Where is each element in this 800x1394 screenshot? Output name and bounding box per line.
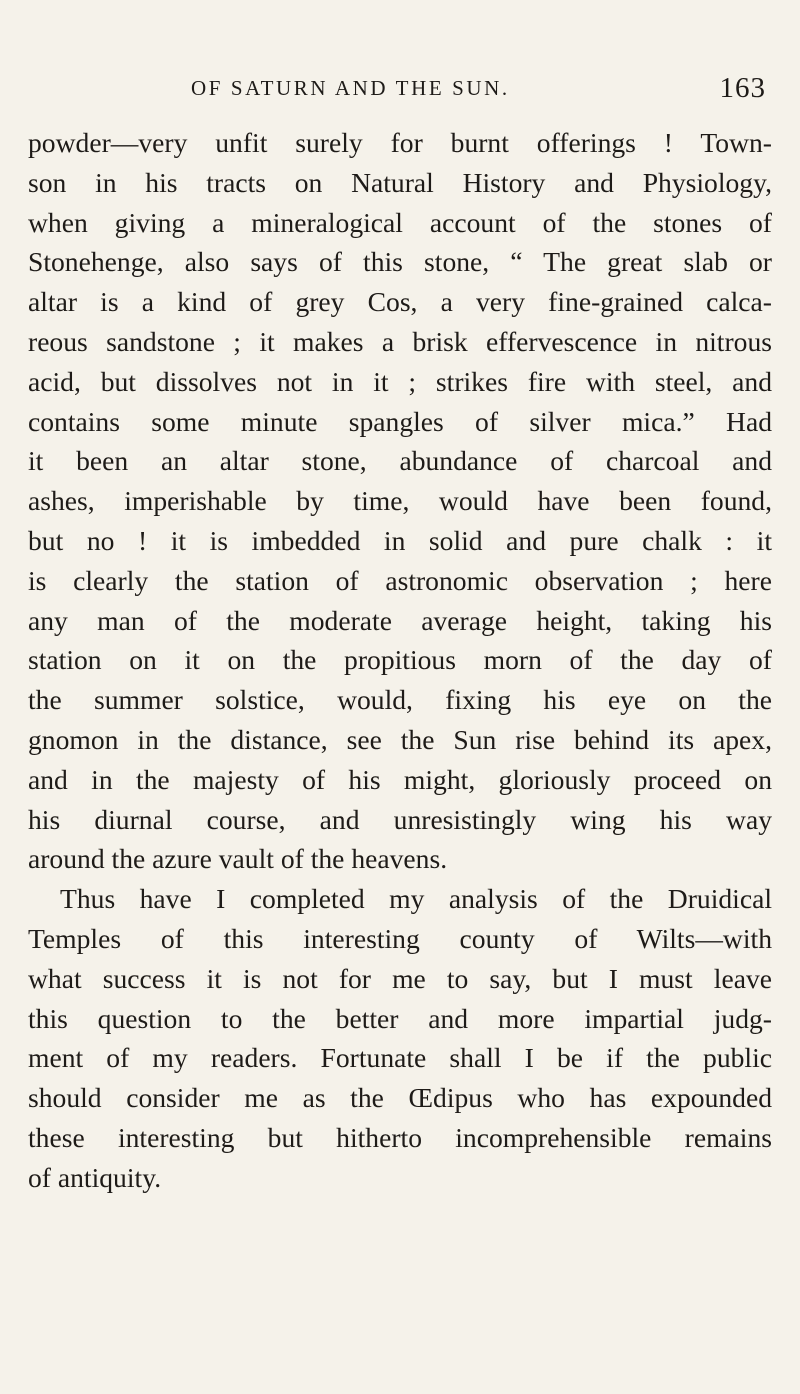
text-line: and in the majesty of his might, gloriously proceed on: [28, 763, 772, 795]
text-line: this question to the better and more impartial judg-: [28, 1002, 772, 1034]
running-head: [28, 72, 772, 112]
text-line: of antiquity.: [28, 1161, 162, 1193]
text-line: contains some minute spangles of silver mica.” Had: [28, 405, 772, 437]
text-line: these interesting but hitherto incomprehensible remains: [28, 1121, 772, 1153]
text-line: should consider me as the Œdipus who has expounded: [28, 1082, 772, 1114]
book-page: [28, 0, 772, 1394]
text-line: gnomon in the distance, see the Sun rise behind its apex,: [28, 723, 772, 755]
text-line: is clearly the station of astronomic observation ; here: [28, 564, 772, 596]
text-line: any man of the moderate average height, taking his: [28, 604, 772, 636]
text-line: altar is a kind of grey Cos, a very fine-grained calca-: [28, 286, 772, 318]
text-line: ment of my readers. Fortunate shall I be if the public: [28, 1042, 772, 1074]
text-line: powder—very unfit surely for burnt offerings ! Town-: [28, 127, 772, 158]
text-line: his diurnal course, and unresistingly wing his way: [28, 803, 772, 835]
text-line: Stonehenge, also says of this stone, “ The great slab or: [28, 246, 772, 278]
text-line: acid, but dissolves not in it ; strikes fire with steel, and: [28, 365, 772, 397]
text-line: but no ! it is imbedded in solid and pure chalk : it: [28, 524, 772, 556]
text-line: Temples of this interesting county of Wilts—with: [28, 922, 772, 954]
text-line: around the azure vault of the heavens.: [28, 843, 448, 875]
text-line: son in his tracts on Natural History and Physiology,: [28, 166, 772, 198]
text-line: Thus have I completed my analysis of the Druidical: [60, 883, 772, 915]
text-line: what success it is not for me to say, but I must leave: [28, 962, 772, 994]
page-number: 163: [719, 72, 766, 104]
text-line: it been an altar stone, abundance of charcoal and: [28, 445, 772, 477]
paragraph-2: [28, 879, 772, 1197]
text-line: ashes, imperishable by time, would have been found,: [28, 485, 772, 517]
text-line: station on it on the propitious morn of the day of: [28, 644, 772, 676]
text-line: when giving a mineralogical account of the stones of: [28, 206, 772, 238]
body-text: [28, 123, 772, 1198]
text-line: reous sandstone ; it makes a brisk effervescence in nitrous: [28, 325, 772, 357]
paragraph-1: [28, 123, 772, 879]
running-title: OF SATURN AND THE SUN.: [191, 76, 510, 100]
text-line: the summer solstice, would, fixing his eye on the: [28, 684, 772, 716]
